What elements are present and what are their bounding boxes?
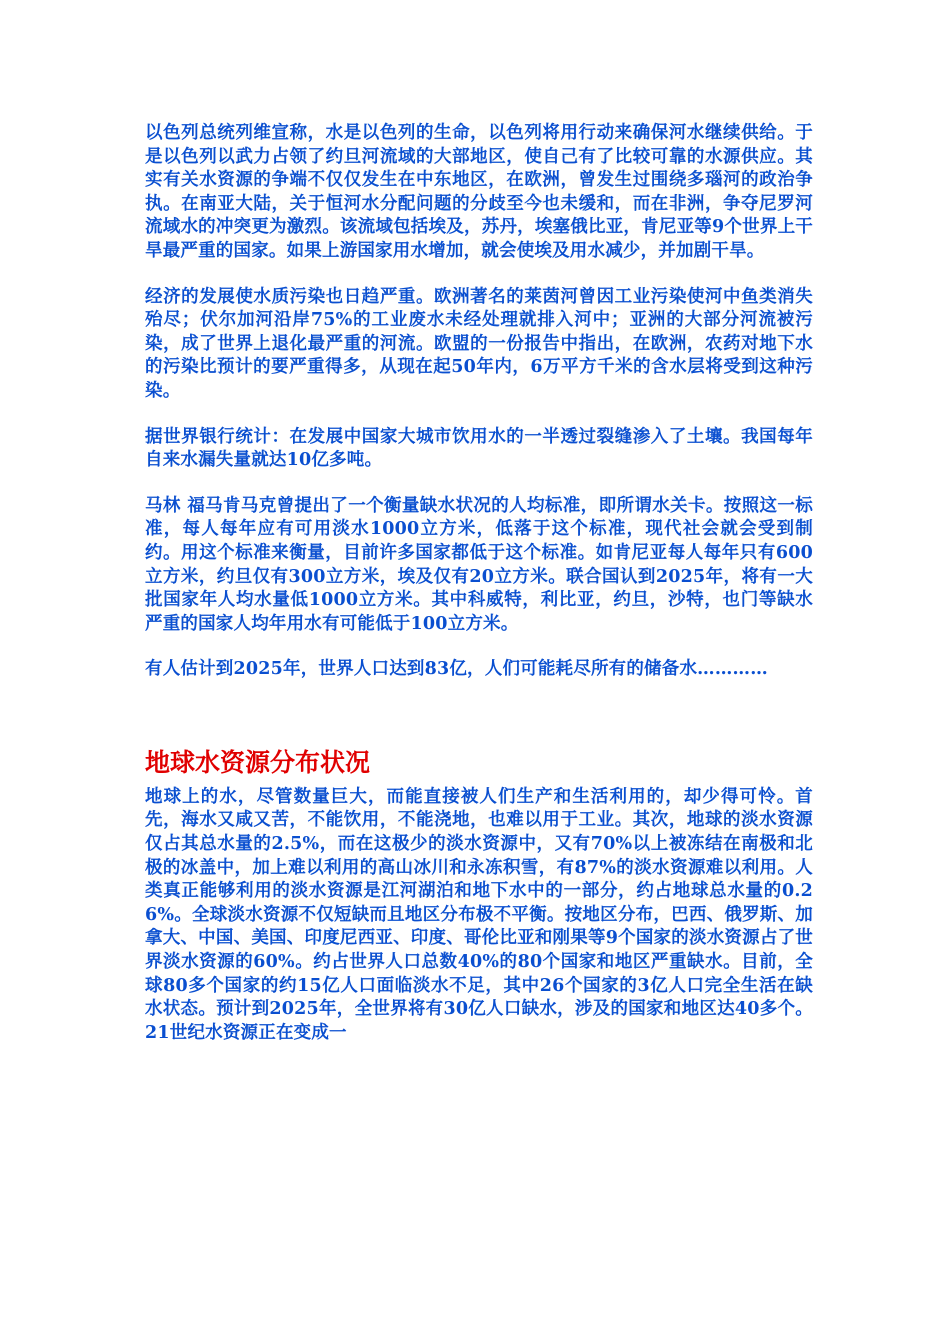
paragraph-water-barrier-standard: 马林 福马肯马克曾提出了一个衡量缺水状况的人均标准，即所谓水关卡。按照这一标准，每人每年应有可用淡水1000立方米，低落于这个标准，现代社会就会受到制约。用这个标准来衡量，目前许多国家都低于这个标准。如肯尼亚每人每年只有600立方米，约旦仅有300立方米，埃及仅有20立方米。联合国认到2025年，将有一大批国家年人均水量低1000立方米。其中科威特，利比亚，约旦，沙特，也门等缺水严重的国家人均年用水有可能低于100立方米。 (145, 495, 813, 634)
section-heading: 地球水资源分布状况 (145, 747, 371, 777)
paragraph-water-pollution: 经济的发展使水质污染也日趋严重。欧洲著名的莱茵河曾因工业污染使河中鱼类消失殆尽；伏尔加河沿岸75%的工业废水未经处理就排入河中；亚洲的大部分河流被污染，成了世界上退化最严重的河流。欧盟的一份报告中指出，在欧洲，农药对地下水的污染比预计的要严重得多，从现在起50年内，6万平方千米的含水层将受到这种污染。 (145, 286, 813, 401)
section-body-paragraph: 地球上的水，尽管数量巨大，而能直接被人们生产和生活利用的，却少得可怜。首先，海水又咸又苦，不能饮用，不能浇地，也难以用于工业。其次，地球的淡水资源仅占其总水量的2.5%，而在这极少的淡水资源中，又有70%以上被冻结在南极和北极的冰盖中，加上难以利用的高山冰川和永冻积雪，有87%的淡水资源难以利用。人类真正能够利用的淡水资源是江河湖泊和地下水中的一部分，约占地球总水量的0.26%。全球淡水资源不仅短缺而且地区分布极不平衡。按地区分布，巴西、俄罗斯、加拿大、中国、美国、印度尼西亚、印度、哥伦比亚和刚果等9个国家的淡水资源占了世界淡水资源的60%。约占世界人口总数40%的80个国家和地区严重缺水。目前，全球80多个国家的约15亿人口面临淡水不足，其中26个国家的3亿人口完全生活在缺水状态。预计到2025年，全世界将有30亿人口缺水，涉及的国家和地区达40多个。21世纪水资源正在变成一 (145, 786, 813, 1043)
paragraph-population-estimate: 有人估计到2025年，世界人口达到83亿，人们可能耗尽所有的储备水………… (145, 659, 768, 680)
paragraph-water-conflicts: 以色列总统列维宣称，水是以色列的生命，以色列将用行动来确保河水继续供给。于是以色列以武力占领了约旦河流域的大部地区，使自己有了比较可靠的水源供应。其实有关水资源的争端不仅仅发生在中东地区，在欧洲，曾发生过围绕多瑙河的政治争执。在南亚大陆，关于恒河水分配问题的分歧至今也未缓和，而在非洲，争夺尼罗河流域水的冲突更为激烈。该流域包括埃及，苏丹，埃塞俄比亚，肯尼亚等9个世界上干旱最严重的国家。如果上游国家用水增加，就会使埃及用水减少，并加剧干旱。 (145, 123, 813, 261)
document-page (145, 122, 813, 1045)
paragraph-world-bank-statistics: 据世界银行统计：在发展中国家大城市饮用水的一半透过裂缝渗入了土壤。我国每年自来水漏失量就达10亿多吨。 (145, 426, 813, 471)
